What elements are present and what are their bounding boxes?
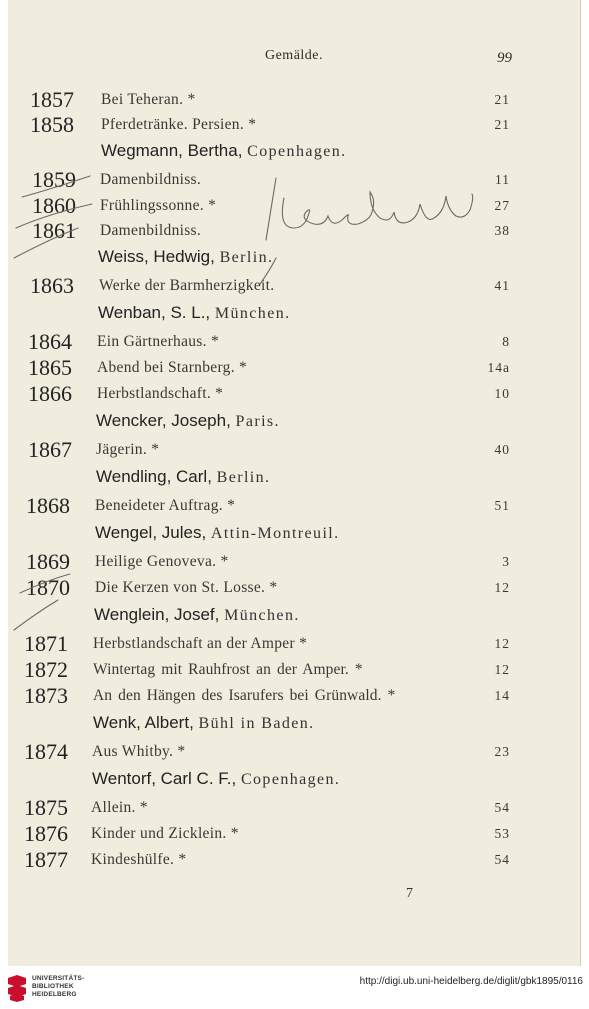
artist-heading (8, 302, 580, 326)
catalog-entry (8, 848, 580, 872)
artist-heading-text: Wentorf, Carl C. F., Copenhagen. (92, 769, 341, 788)
catalog-entry (8, 113, 580, 137)
artist-name: Wencker, Joseph (96, 411, 227, 430)
artist-name: Wegmann, Bertha (101, 141, 238, 160)
entry-number: 1871 (24, 631, 68, 656)
entry-page: 53 (494, 826, 510, 841)
artist-location: Attin-Montreuil. (210, 525, 340, 542)
entry-title: Die Kerzen von St. Losse. * (95, 579, 278, 596)
entry-page: 12 (494, 636, 510, 651)
entry-page: 40 (494, 442, 510, 457)
entry-title: Kinder und Zicklein. * (91, 825, 239, 842)
artist-heading (8, 522, 580, 546)
entry-title: Jägerin. * (96, 441, 160, 458)
catalog-entry (8, 632, 580, 656)
artist-name: Wentorf, Carl C. F. (92, 769, 232, 788)
entry-title: Allein. * (91, 799, 148, 816)
artist-name: Wenban, S. L. (98, 303, 206, 322)
artist-name: Weiss, Hedwig (98, 247, 211, 266)
artist-heading-text: Wendling, Carl, Berlin. (96, 467, 271, 486)
entry-number: 1874 (24, 739, 68, 764)
entry-title: Frühlingssonne. * (100, 197, 217, 214)
catalog-entry (8, 219, 580, 243)
entry-number: 1877 (24, 847, 68, 872)
artist-location: München. (224, 607, 300, 624)
entry-number: 1868 (26, 493, 70, 518)
entry-page: 38 (494, 223, 510, 238)
entry-title: Ein Gärtnerhaus. * (97, 333, 220, 350)
entry-page: 23 (494, 744, 510, 759)
entry-page: 12 (494, 580, 510, 595)
artist-heading (8, 604, 580, 628)
page-number: 99 (497, 50, 512, 66)
catalog-entry (8, 822, 580, 846)
catalog-entry (8, 274, 580, 298)
artist-name: Wengel, Jules (95, 523, 202, 542)
entry-page: 21 (494, 117, 510, 132)
source-url-link[interactable]: http://digi.ub.uni-heidelberg.de/diglit/gbk1895/0116 (359, 976, 583, 987)
entry-title: Heilige Genoveva. * (95, 553, 229, 570)
artist-heading (8, 768, 580, 792)
entry-number: 1869 (26, 549, 70, 574)
entry-title: Herbstlandschaft an der Amper * (93, 635, 308, 652)
book-page (8, 0, 581, 966)
entry-page: 41 (494, 278, 510, 293)
catalog-entry (8, 438, 580, 462)
entry-page: 51 (494, 498, 510, 513)
artist-heading-text: Wengel, Jules, Attin-Montreuil. (95, 523, 340, 542)
entry-number: 1865 (28, 355, 72, 380)
artist-location: Copenhagen. (247, 143, 347, 160)
entry-number: 1864 (28, 329, 72, 354)
entry-page: 12 (494, 662, 510, 677)
entry-title: Aus Whitby. * (92, 743, 186, 760)
entry-title: Bei Teheran. * (101, 91, 196, 108)
entry-title: Werke der Barmherzigkeit. (99, 277, 275, 294)
artist-heading (8, 712, 580, 736)
signature-mark: 7 (406, 886, 413, 901)
entry-page: 8 (502, 334, 510, 349)
entry-page: 14a (487, 360, 510, 375)
entry-title: Pferdetränke. Persien. * (101, 116, 257, 133)
artist-location: München. (214, 305, 291, 322)
entry-number: 1870 (26, 575, 70, 600)
artist-heading-text: Wenban, S. L., München. (98, 303, 291, 322)
artist-location: Bühl in Baden. (198, 715, 315, 732)
artist-location: Paris. (235, 413, 280, 430)
artist-heading-text: Wenglein, Josef, München. (94, 605, 300, 624)
catalog-entry (8, 382, 580, 406)
artist-location: Copenhagen. (240, 771, 341, 788)
entry-number: 1859 (32, 167, 76, 192)
entry-page: 27 (494, 198, 510, 213)
catalog-entry (8, 88, 580, 112)
entry-title: Abend bei Starnberg. * (97, 359, 248, 376)
catalog-entry (8, 550, 580, 574)
catalog-entry (8, 684, 580, 708)
artist-heading-text: Wenk, Albert, Bühl in Baden. (93, 713, 315, 732)
artist-heading (8, 466, 580, 490)
entry-number: 1873 (24, 683, 68, 708)
entry-number: 1858 (30, 112, 74, 137)
catalog-entry (8, 576, 580, 600)
artist-heading-text: Wegmann, Bertha, Copenhagen. (101, 141, 347, 160)
entry-number: 1863 (30, 273, 74, 298)
entry-number: 1876 (24, 821, 68, 846)
artist-heading (8, 410, 580, 434)
artist-heading (8, 246, 580, 270)
artist-name: Wendling, Carl (96, 467, 208, 486)
entry-page: 54 (494, 800, 510, 815)
entry-number: 1861 (32, 218, 76, 243)
catalog-entry (8, 740, 580, 764)
entry-title: Kindeshülfe. * (91, 851, 187, 868)
entry-title: Beneideter Auftrag. * (95, 497, 236, 514)
page-header-title: Gemälde. (264, 48, 324, 63)
entry-number: 1875 (24, 795, 68, 820)
artist-name: Wenglein, Josef (94, 605, 215, 624)
entry-page: 54 (494, 852, 510, 867)
entry-number: 1860 (32, 193, 76, 218)
entry-page: 21 (494, 92, 510, 107)
artist-name: Wenk, Albert (93, 713, 190, 732)
entry-title: Herbstlandschaft. * (97, 385, 224, 402)
library-name: UNIVERSITÄTS- BIBLIOTHEK HEIDELBERG (32, 975, 85, 998)
entry-number: 1867 (28, 437, 72, 462)
catalog-entry (8, 796, 580, 820)
catalog-entry (8, 168, 580, 192)
artist-heading-text: Weiss, Hedwig, Berlin. (98, 247, 274, 266)
entry-title: An den Hängen des Isarufers bei Grünwald. * (93, 687, 396, 704)
artist-location: Berlin. (219, 249, 274, 266)
entry-number: 1866 (28, 381, 72, 406)
university-library-logo-icon (6, 974, 28, 1002)
catalog-entry (8, 194, 580, 218)
entry-page: 3 (502, 554, 510, 569)
entry-title: Damenbildniss. (100, 171, 202, 188)
entry-number: 1857 (30, 87, 74, 112)
catalog-entry (8, 494, 580, 518)
catalog-entry (8, 356, 580, 380)
artist-heading-text: Wencker, Joseph, Paris. (96, 411, 280, 430)
library-footer (0, 968, 589, 1009)
entry-title: Wintertag mit Rauhfrost an der Amper. * (93, 661, 363, 678)
artist-heading (8, 140, 580, 164)
entry-title: Damenbildniss. (100, 222, 202, 239)
entry-page: 11 (495, 172, 510, 187)
entry-number: 1872 (24, 657, 68, 682)
entry-page: 14 (494, 688, 510, 703)
artist-location: Berlin. (216, 469, 271, 486)
entry-page: 10 (494, 386, 510, 401)
catalog-entry (8, 658, 580, 682)
catalog-entry (8, 330, 580, 354)
